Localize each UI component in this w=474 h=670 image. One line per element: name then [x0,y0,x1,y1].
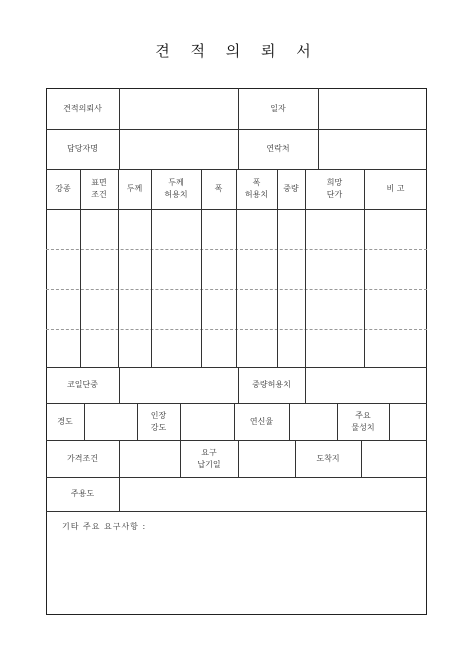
label-requester: 견적의뢰사 [63,103,102,113]
label-elongation: 연신율 [249,416,274,426]
header-width: 폭 [214,184,223,193]
row-divider [46,511,427,512]
label-phone: 연락처 [266,144,290,153]
header-surface-condition: 표면 조건 [91,178,107,199]
price-terms-field[interactable] [120,441,179,476]
requested-delivery-field[interactable] [239,441,294,476]
label-delivery-location: 도착지 [316,453,340,463]
label-other-requirements: 기타 주요 요구사항 : [62,522,147,531]
spec-entry-row[interactable] [47,330,426,366]
label-hardness: 경도 [57,416,73,426]
label-key-properties: 주요 물성치 [351,410,375,432]
hardness-field[interactable] [85,404,136,439]
weight-tolerance-field[interactable] [306,368,426,402]
spec-entry-row[interactable] [47,250,426,288]
label-price-terms: 가격조건 [67,453,98,463]
header-remarks: 비 고 [386,184,405,193]
header-desired-price: 희망 단가 [326,178,343,199]
header-steel-grade: 강종 [55,184,71,193]
spec-entry-row[interactable] [47,290,426,328]
header-weight: 중량 [283,184,299,193]
requester-field[interactable] [120,89,237,128]
key-properties-field[interactable] [390,404,426,439]
spec-entry-row[interactable] [47,210,426,248]
label-date: 일자 [270,103,286,113]
usage-field[interactable] [120,478,426,510]
phone-field[interactable] [319,130,425,168]
label-weight-tolerance: 중량허용치 [252,380,291,389]
label-usage: 주용도 [70,489,95,498]
header-thickness-tolerance: 두께 허용치 [164,178,188,199]
label-contact-person: 담당자명 [67,144,98,153]
label-tensile-strength: 인장 강도 [150,410,167,432]
other-requirements-field[interactable] [47,535,426,613]
contact-person-field[interactable] [120,130,237,168]
delivery-location-field[interactable] [362,441,426,476]
header-thickness: 두께 [126,184,143,193]
tensile-strength-field[interactable] [181,404,233,439]
coil-unit-weight-field[interactable] [120,368,237,402]
label-coil-unit-weight: 코일단중 [67,380,98,389]
date-field[interactable] [319,89,425,128]
header-width-tolerance: 폭 허용치 [244,178,269,199]
label-requested-delivery: 요구 납기일 [197,447,221,469]
elongation-field[interactable] [290,404,336,439]
document-title: 견 적 의 뢰 서 [155,42,319,60]
